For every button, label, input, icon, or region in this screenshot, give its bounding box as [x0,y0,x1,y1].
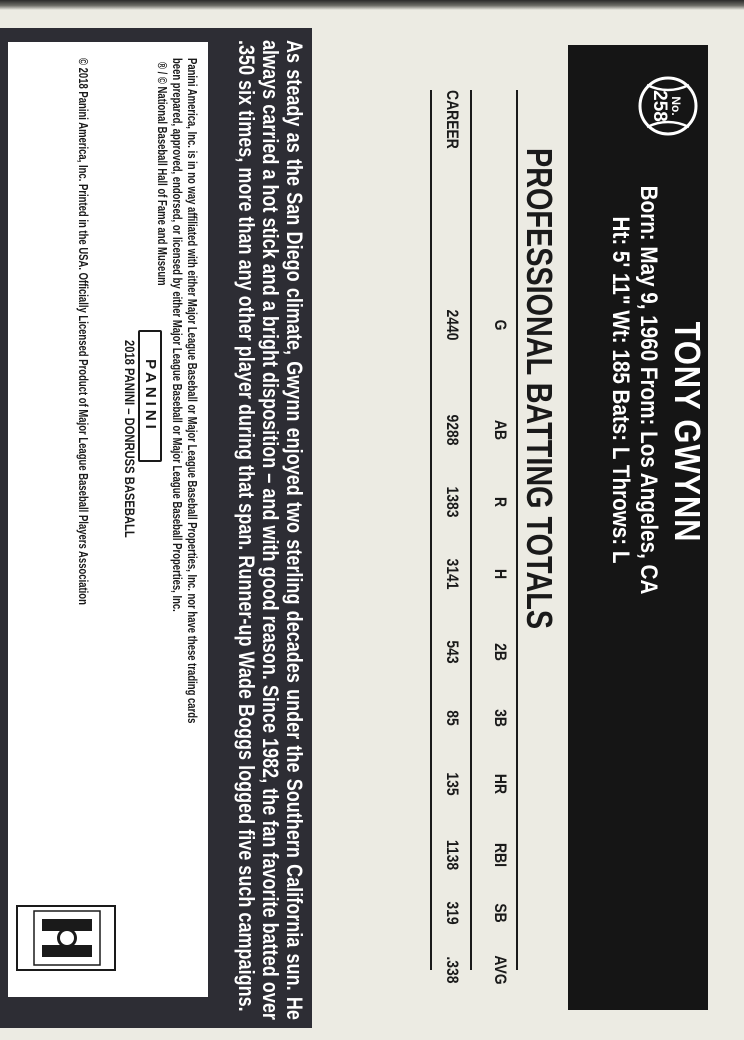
bio-paragraph [234,40,306,1020]
stat-header: H [491,568,510,580]
stat-header: 3B [491,709,510,727]
panini-logo-text: PANINI [142,359,159,433]
stat-value: 1138 [443,839,462,871]
stat-value: .338 [443,956,462,984]
stat-value: 2440 [443,309,462,341]
stat-header: AVG [491,955,510,985]
stat-value: 135 [443,772,462,796]
legal-line-1: Panini America, Inc. is in no way affiliated with either Major League Baseball or Major League Baseball Properties, Inc. nor have these trading cards [185,58,199,724]
card-number-prefix: No. [669,96,683,116]
stat-value: 1383 [443,486,462,518]
stat-header: SB [491,903,510,923]
stats-rule-mid [470,90,472,970]
stat-header: R [491,496,510,508]
legal-line-3: ® / © National Baseball Hall of Fame and Museum [155,62,169,286]
product-line: 2018 PANINI – DONRUSS BASEBALL [122,340,138,538]
bio-line-physical: Ht: 5' 11" Wt: 185 Bats: L Throws: L [607,216,634,564]
stat-value: 9288 [443,414,462,446]
bio-text: As steady as the San Diego climate, Gwynn enjoyed two sterling decades under the Southern California sun. He always carried a hot stick and a bright disposition – and with good reason. Since 1982, the fan favorite batted over .350 six times, more than any other player during that span. Runner-up Wade Boggs logged five such campaigns. [234,40,307,1020]
stat-value: 543 [443,640,462,664]
card-number: 258 [649,90,670,122]
player-name: TONY GWYNN [667,321,708,543]
stats-rule-bottom [430,90,432,970]
stat-value: 3141 [443,558,462,590]
stat-header: 2B [491,643,510,661]
stat-value: 85 [443,710,462,726]
legal-line-2: been prepared, approved, endorsed, or licensed by either Major League Baseball or Major League Baseball Properties, Inc. [170,58,184,612]
stats-rule-left [516,90,518,970]
stat-header: RBI [491,842,510,868]
panini-logo [138,330,162,462]
section-title: PROFESSIONAL BATTING TOTALS [519,148,560,630]
bio-line-born: Born: May 9, 1960 From: Los Angeles, CA [635,185,662,595]
stat-value: 319 [443,901,462,925]
stat-header: G [491,319,510,331]
stat-header: AB [491,419,510,441]
stat-row-label: CAREER [443,90,462,149]
hall-of-fame-logo [14,903,118,973]
copyright-line: © 2018 Panini America, Inc. Printed in the USA. Officially Licensed Product of Major League Baseball Players Association [76,58,90,605]
stat-header: HR [491,773,510,795]
